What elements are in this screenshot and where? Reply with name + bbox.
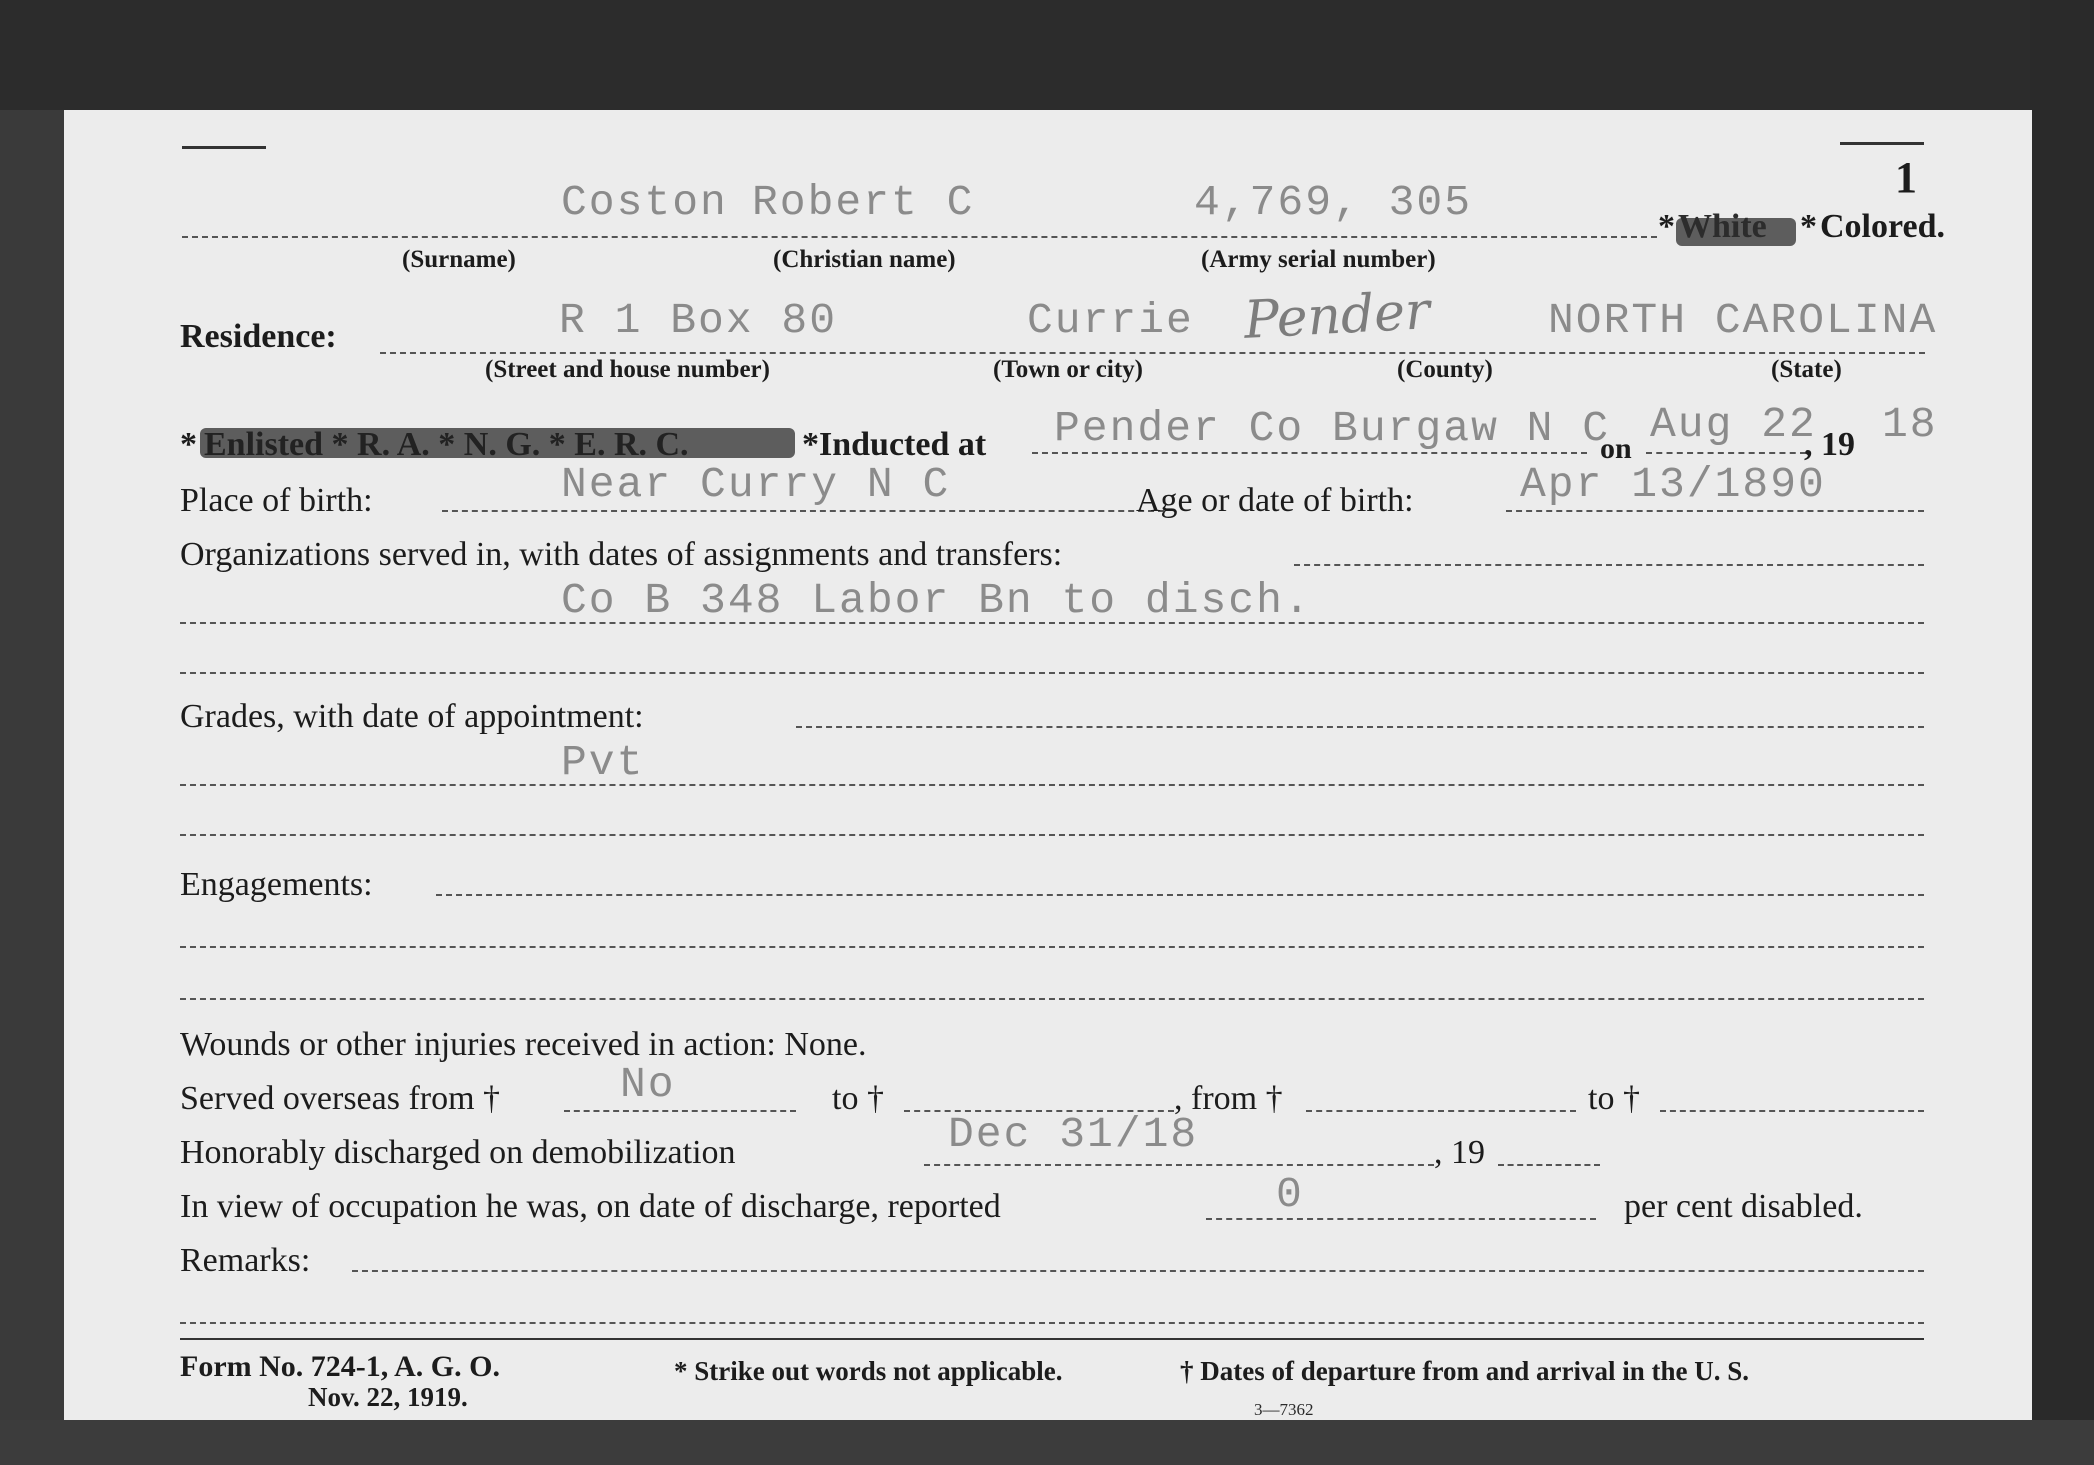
remarks-label: Remarks: (180, 1242, 311, 1279)
race-star-colored: * (1800, 208, 1817, 245)
induction-year-prefix: , 19 (1804, 426, 1855, 463)
state-value: NORTH CAROLINA (1548, 296, 1938, 345)
served-overseas-label: Served overseas from † (180, 1080, 501, 1117)
scan-background-top (0, 0, 2094, 110)
residence-line (380, 352, 1925, 354)
street-caption: (Street and house number) (485, 356, 770, 383)
race-star-white: * (1658, 208, 1675, 245)
discharge-date-line (924, 1164, 1434, 1166)
overseas-from2-line (1306, 1110, 1576, 1112)
organizations-line-2 (180, 622, 1924, 624)
wounds-label: Wounds or other injuries received in action: None. (180, 1026, 867, 1063)
remarks-line-2 (180, 1322, 1924, 1324)
form-date: Nov. 22, 1919. (308, 1382, 468, 1412)
overseas-to2-label: to † (1588, 1080, 1640, 1117)
scan-background-right (2030, 0, 2094, 1465)
place-of-birth-label: Place of birth: (180, 482, 373, 519)
organizations-value: Co B 348 Labor Bn to disch. (561, 576, 1312, 625)
engagements-line-1 (436, 894, 1924, 896)
overseas-from-value: No (620, 1060, 676, 1109)
name-line (182, 236, 1657, 238)
christian-name-value: Robert C (752, 178, 975, 227)
induction-date-value: Aug 22 (1650, 400, 1817, 449)
per-cent-disabled-label: per cent disabled. (1624, 1188, 1863, 1225)
serial-number-value: 4,769, 305 (1194, 178, 1473, 227)
overseas-from-line (564, 1110, 796, 1112)
disabled-percent-value: 0 (1276, 1170, 1304, 1219)
birth-date-line (1506, 510, 1924, 512)
occupation-label: In view of occupation he was, on date of discharge, reported (180, 1188, 1001, 1225)
engagements-line-3 (180, 998, 1924, 1000)
birth-place-value: Near Curry N C (561, 460, 951, 509)
top-left-rule (182, 146, 266, 149)
overseas-to2-line (1660, 1110, 1924, 1112)
organizations-line-3 (180, 672, 1924, 674)
residence-label: Residence: (180, 318, 337, 355)
grades-line-2 (180, 784, 1924, 786)
army-serial-caption: (Army serial number) (1201, 246, 1436, 273)
honorably-discharged-label: Honorably discharged on demobilization (180, 1134, 736, 1171)
birth-date-value: Apr 13/1890 (1520, 460, 1826, 509)
surname-caption: (Surname) (402, 246, 516, 273)
induction-date-line (1646, 452, 1806, 454)
card-number: 1 (1895, 153, 1917, 202)
organizations-line-1 (1294, 564, 1924, 566)
scan-background-bottom (0, 1420, 2094, 1465)
induction-place-line (1032, 452, 1587, 454)
remarks-line-1 (352, 1270, 1924, 1272)
enlisted-struck-text: Enlisted * R. A. * N. G. * E. R. C. (204, 426, 689, 463)
grades-label: Grades, with date of appointment: (180, 698, 644, 735)
christian-name-caption: (Christian name) (773, 246, 956, 273)
induction-year-value: 18 (1882, 400, 1938, 449)
organizations-label: Organizations served in, with dates of assignments and transfers: (180, 536, 1063, 573)
race-white-struck: White (1678, 208, 1767, 245)
age-or-dob-label: Age or date of birth: (1136, 482, 1414, 519)
overseas-to-label: to † (832, 1080, 884, 1117)
county-value: Pender (1242, 281, 1432, 351)
race-colored: Colored. (1820, 208, 1945, 245)
top-right-rule (1840, 142, 1924, 145)
induction-place-value: Pender Co Burgaw N C (1054, 404, 1611, 453)
surname-value: Coston (561, 178, 728, 227)
overseas-from2-label: , from † (1174, 1080, 1283, 1117)
strike-note: * Strike out words not applicable. (674, 1356, 1063, 1386)
inducted-at-label: *Inducted at (802, 426, 987, 463)
on-label: on (1600, 432, 1632, 465)
discharge-date-value: Dec 31/18 (948, 1110, 1199, 1159)
town-value: Currie (1027, 296, 1194, 345)
discharge-year-prefix: , 19 (1434, 1134, 1485, 1171)
discharge-year-line (1498, 1164, 1600, 1166)
county-caption: (County) (1397, 356, 1493, 383)
grades-line-1 (796, 726, 1924, 728)
enlisted-star: * (180, 426, 197, 463)
engagements-line-2 (180, 946, 1924, 948)
print-code: 3—7362 (1254, 1400, 1314, 1419)
service-record-card (64, 110, 2032, 1420)
state-caption: (State) (1771, 356, 1842, 383)
grade-value: Pvt (561, 738, 645, 787)
town-caption: (Town or city) (993, 356, 1143, 383)
form-number: Form No. 724-1, A. G. O. (180, 1350, 500, 1383)
dagger-note: † Dates of departure from and arrival in the U. S. (1180, 1356, 1749, 1386)
footer-rule (180, 1338, 1924, 1340)
disabled-percent-line (1206, 1218, 1596, 1220)
birth-place-line (442, 510, 1164, 512)
street-value: R 1 Box 80 (559, 296, 838, 345)
grades-line-3 (180, 834, 1924, 836)
engagements-label: Engagements: (180, 866, 373, 903)
